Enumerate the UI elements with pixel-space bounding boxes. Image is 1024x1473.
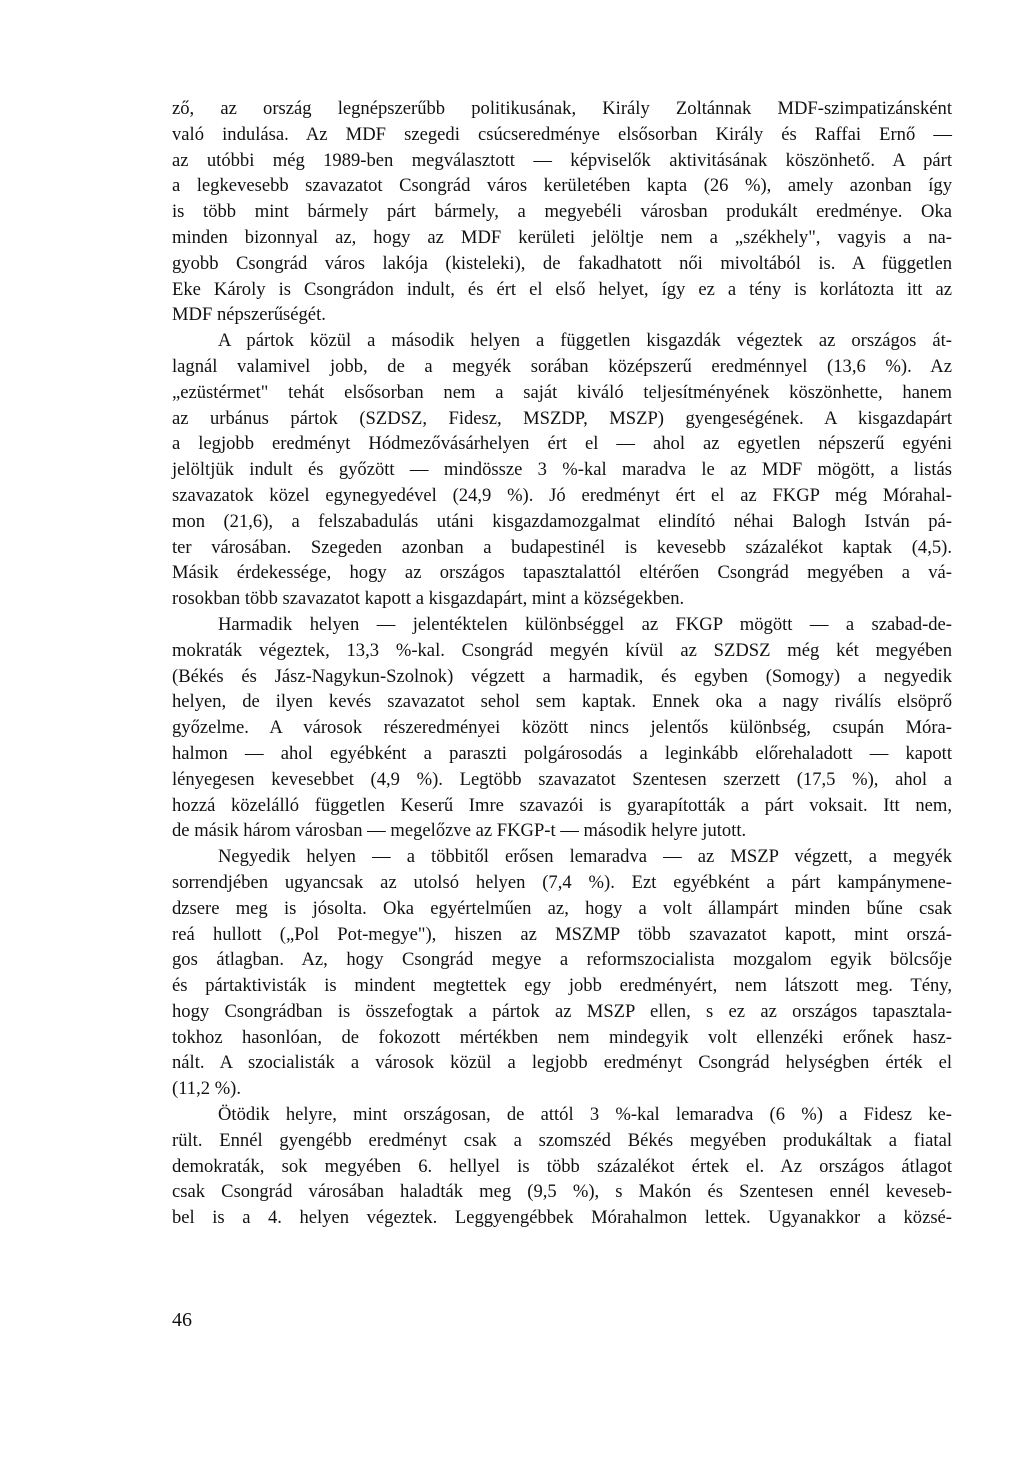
text-line: Negyedik helyen — a többitől erősen lemaradva — az MSZP végzett, a megyék [218, 846, 952, 868]
paragraph [172, 844, 952, 1102]
text-line: hozzá közelálló független Keserű Imre szavazói is gyarapították a párt voksait. Itt nem, [172, 794, 952, 816]
text-line: csak Csongrád városában haladták meg (9,5 %), s Makón és Szentesen ennél keveseb- [172, 1181, 952, 1203]
text-line: rosokban több szavazatot kapott a kisgazdapárt, mint a községekben. [172, 588, 685, 610]
text-line: ző, az ország legnépszerűbb politikusának, Király Zoltánnak MDF-szimpatizánsként [172, 98, 952, 119]
text-line: demokraták, sok megyében 6. hellyel is több százalékot értek el. Az országos átlagot [172, 1155, 952, 1177]
text-line: Eke Károly is Csongrádon indult, és ért el első helyet, így ez a tény is korlátozta itt az [172, 278, 952, 300]
text-line: lényegesen kevesebbet (4,9 %). Legtöbb szavazatot Szentesen szerzett (17,5 %), ahol a [172, 768, 952, 790]
text-line: bel is a 4. helyen végeztek. Leggyengébbek Mórahalmon lettek. Ugyanakkor a közsé- [172, 1207, 952, 1229]
text-line: rült. Ennél gyengébb eredményt csak a szomszéd Békés megyében produkáltak a fiatal [172, 1129, 952, 1151]
text-line: mon (21,6), a felszabadulás utáni kisgazdamozgalmat elindító néhai Balogh István pá- [172, 510, 952, 532]
text-line: Ötödik helyre, mint országosan, de attól 3 %-kal lemaradva (6 %) a Fidesz ke- [218, 1104, 952, 1126]
paragraph [172, 96, 952, 328]
text-line: helyen, de ilyen kevés szavazatot sehol sem kaptak. Ennek oka a nagy riválís elsöprő [172, 691, 952, 713]
text-line: mokraták végeztek, 13,3 %-kal. Csongrád megyén kívül az SZDSZ még két megyében [172, 639, 952, 661]
text-line: győzelme. A városok részeredményei között nincs jelentős különbség, csupán Móra- [172, 717, 952, 739]
text-line: „ezüstérmet" tehát elsősorban nem a saját kiváló teljesítményének köszönhette, hanem [172, 381, 952, 403]
text-line: Harmadik helyen — jelentéktelen különbséggel az FKGP mögött — a szabad-de- [218, 613, 952, 635]
text-line: Másik érdekessége, hogy az országos tapasztalattól eltérően Csongrád megyében a vá- [172, 562, 952, 584]
text-line: nált. A szocialisták a városok közül a legjobb eredményt Csongrád helységben érték el [172, 1052, 952, 1074]
text-line: A pártok közül a második helyen a független kisgazdák végeztek az országos át- [218, 330, 952, 352]
text-line: halmon — ahol egyébként a paraszti polgárosodás a leginkább előrehaladott — kapott [172, 742, 952, 764]
paragraph [172, 612, 952, 844]
page-number: 46 [172, 1309, 192, 1331]
text-line: is több mint bármely párt bármely, a megyebéli városban produkált eredménye. Oka [172, 201, 952, 223]
text-line: reá hullott („Pol Pot-megye"), hiszen az MSZMP több szavazatot kapott, mint orszá- [172, 923, 952, 945]
paragraph [172, 328, 952, 612]
text-line: a legjobb eredményt Hódmezővásárhelyen ért el — ahol az egyetlen népszerű egyéni [172, 433, 952, 455]
text-line: gyobb Csongrád város lakója (kisteleki), de fakadhatott női mivoltából is. A független [172, 252, 952, 274]
text-line: dzsere meg is jósolta. Oka egyértelműen az, hogy a volt állampárt minden bűne csak [172, 897, 952, 919]
text-line: szavazatok közel egynegyedével (24,9 %). Jó eredményt ért el az FKGP még Mórahal- [172, 484, 952, 506]
text-line: az urbánus pártok (SZDSZ, Fidesz, MSZDP, MSZP) gyengeségének. A kisgazdapárt [172, 407, 952, 429]
text-line: MDF népszerűségét. [172, 304, 326, 326]
text-line: (11,2 %). [172, 1078, 242, 1100]
paragraph [172, 1102, 952, 1231]
text-line: (Békés és Jász-Nagykun-Szolnok) végzett a harmadik, és egyben (Somogy) a negyedik [172, 665, 952, 687]
text-line: de másik három városban — megelőzve az FKGP-t — második helyre jutott. [172, 820, 747, 842]
text-line: lagnál valamivel jobb, de a megyék sorában középszerű eredménnyel (13,6 %). Az [172, 355, 952, 377]
text-line: tokhoz hasonlóan, de fokozott mértékben nem mindegyik volt ellenzéki erőnek hasz- [172, 1026, 952, 1048]
text-line: jelöltjük indult és győzött — mindössze 3 %-kal maradva le az MDF mögött, a listás [172, 459, 952, 481]
text-line: gos átlagban. Az, hogy Csongrád megye a reformszocialista mozgalom egyik bölcsője [172, 949, 952, 971]
text-line: és pártaktivisták is mindent megtettek egy jobb eredményért, nem látszott meg. Tény, [172, 975, 952, 997]
body-text [172, 96, 952, 1231]
text-line: való indulása. Az MDF szegedi csúcseredménye elsősorban Király és Raffai Ernő — [172, 123, 952, 145]
text-line: hogy Csongrádban is összefogtak a pártok az MSZP ellen, s ez az országos tapasztala- [172, 1000, 952, 1022]
text-line: sorrendjében ugyancsak az utolsó helyen (7,4 %). Ezt egyébként a párt kampánymene- [172, 871, 952, 893]
text-line: minden bizonnyal az, hogy az MDF kerületi jelöltje nem a „székhely", vagyis a na- [172, 226, 952, 248]
text-line: a legkevesebb szavazatot Csongrád város kerületében kapta (26 %), amely azonban így [172, 175, 952, 197]
text-line: ter városában. Szegeden azonban a budapestinél is kevesebb százalékot kaptak (4,5). [172, 536, 952, 558]
text-line: az utóbbi még 1989-ben megválasztott — képviselők aktivitásának köszönhető. A párt [172, 149, 952, 171]
